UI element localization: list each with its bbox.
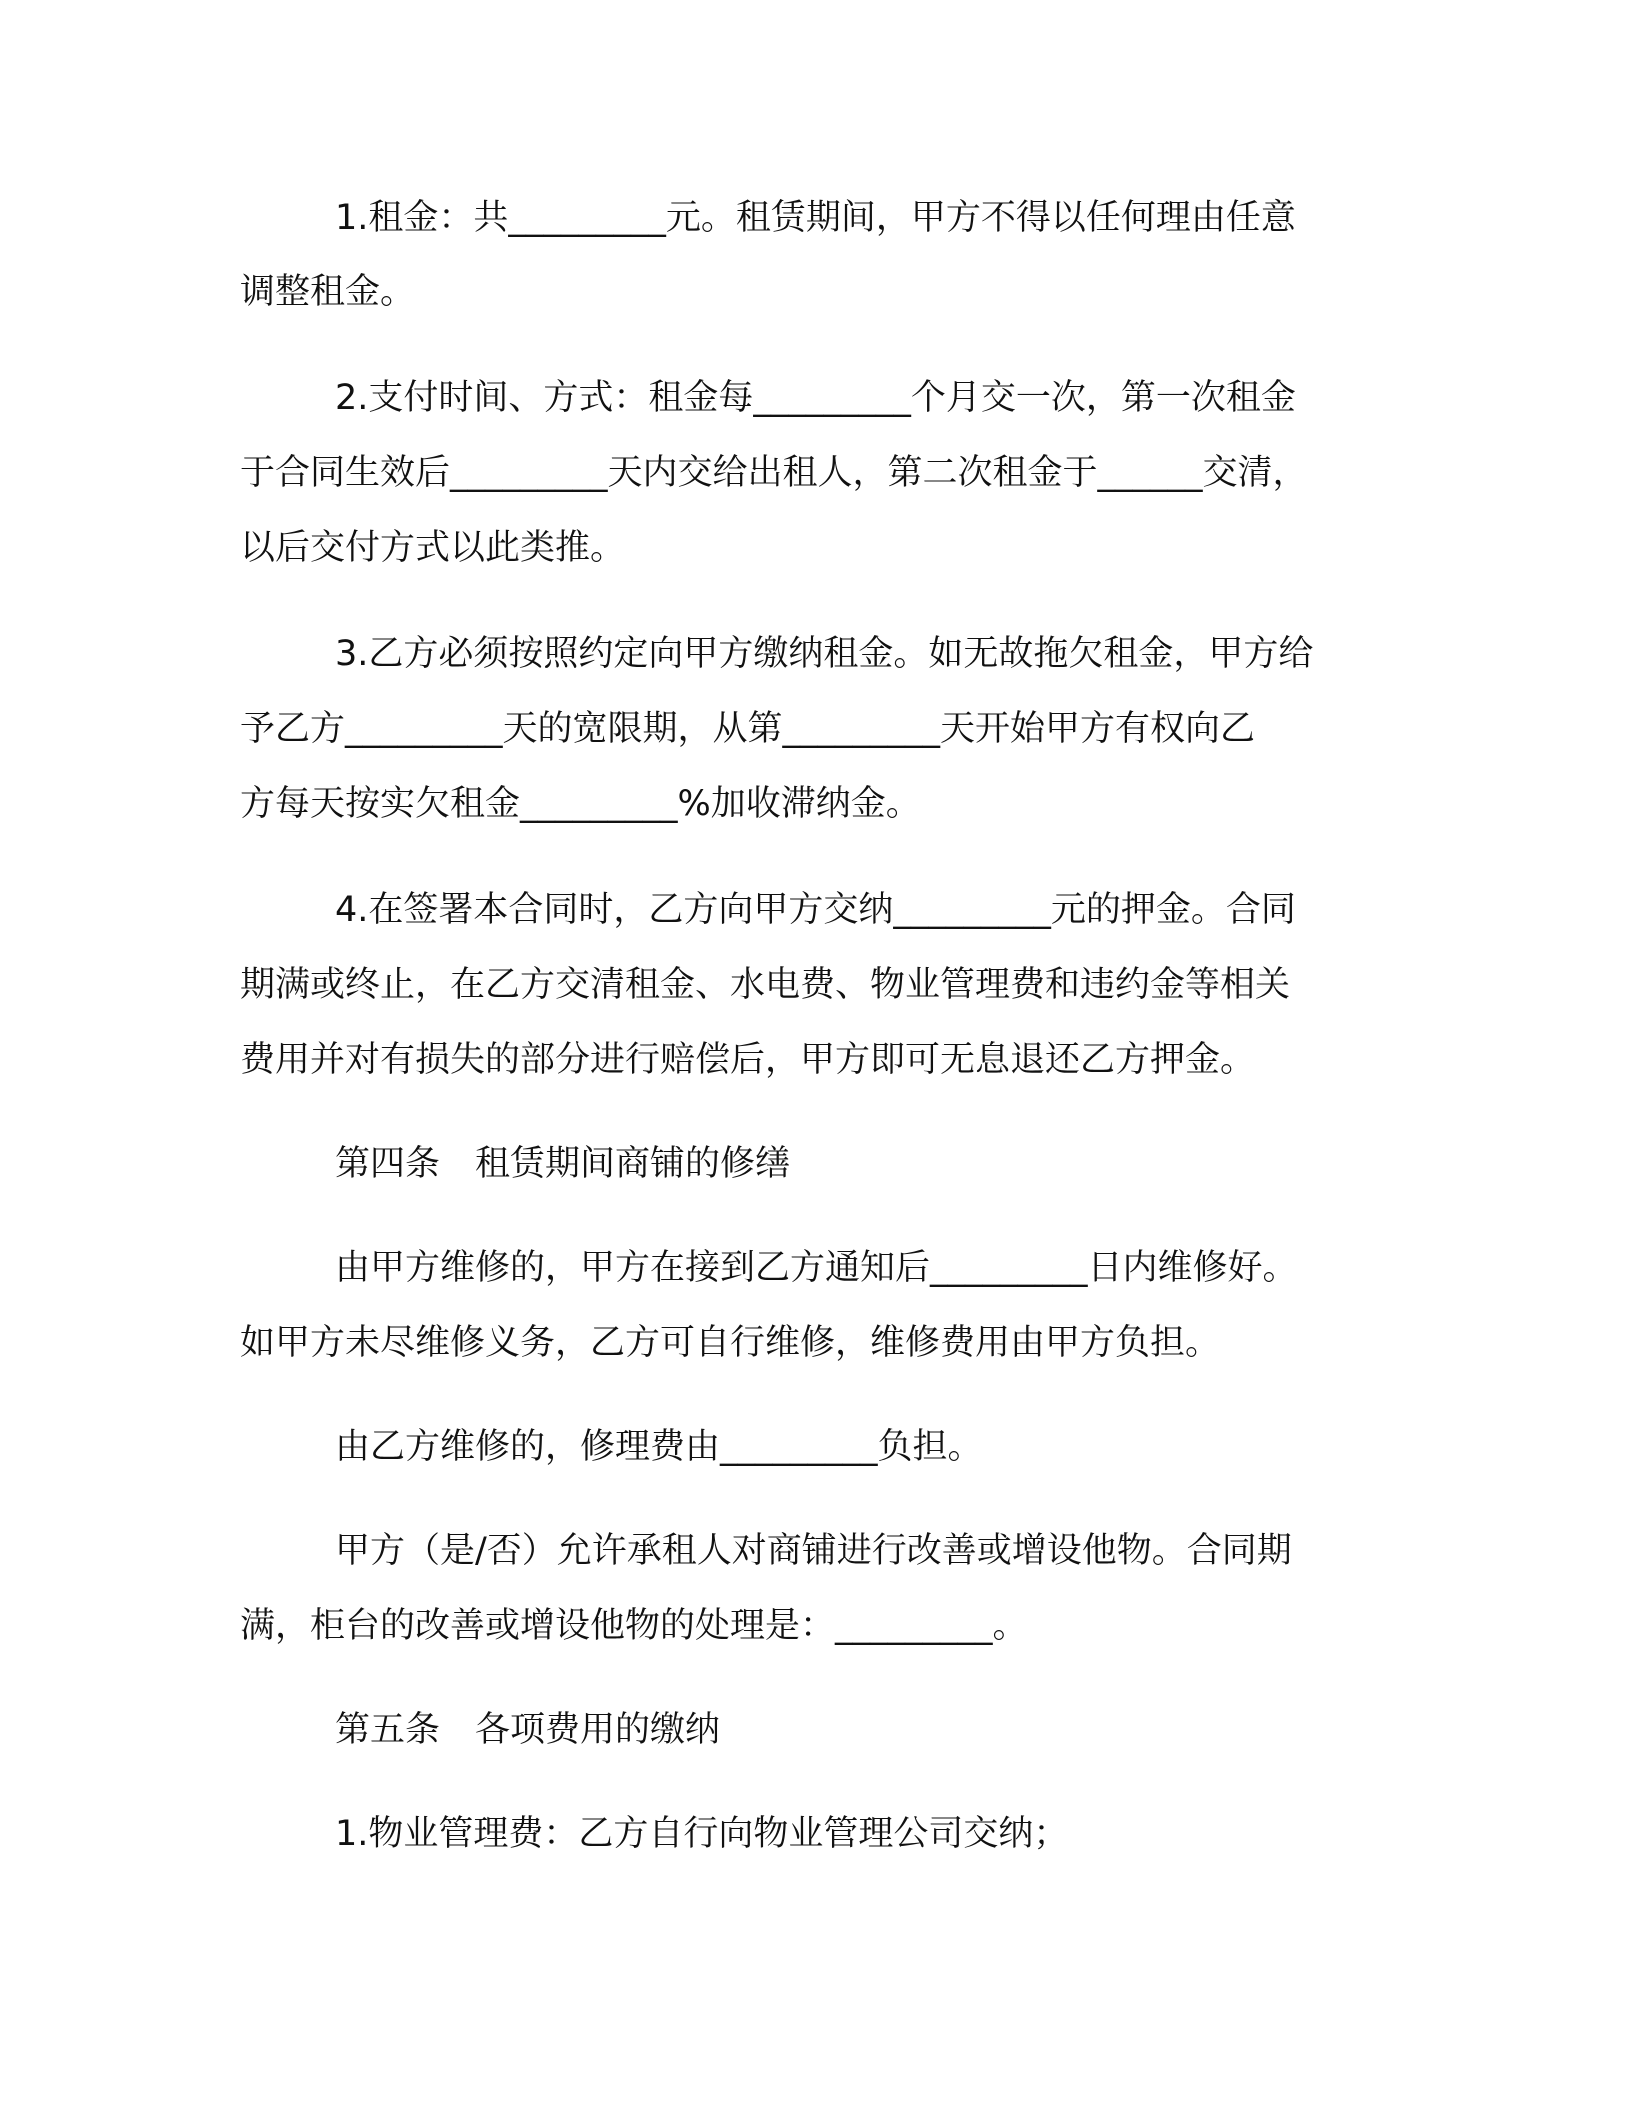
late-fee-clause-line-2: 予乙方_________天的宽限期，从第_________天开始甲方有权向乙 <box>240 709 1256 749</box>
payment-clause-line-3: 以后交付方式以此类推。 <box>240 528 626 568</box>
improvement-clause-line-1: 甲方（是/否）允许承租人对商铺进行改善或增设他物。合同期 <box>335 1531 1292 1571</box>
late-fee-clause-line-3: 方每天按实欠租金_________%加收滞纳金。 <box>240 784 921 824</box>
payment-clause-line-2: 于合同生效后_________天内交给出租人，第二次租金于______交清， <box>240 453 1308 493</box>
tenant-repair-clause: 由乙方维修的，修理费由_________负担。 <box>335 1427 983 1467</box>
repair-clause-line-2: 如甲方未尽维修义务，乙方可自行维修，维修费用由甲方负担。 <box>240 1323 1221 1363</box>
deposit-clause-line-2: 期满或终止，在乙方交清租金、水电费、物业管理费和违约金等相关 <box>240 965 1291 1005</box>
property-fee-clause: 1.物业管理费：乙方自行向物业管理公司交纳； <box>335 1814 1069 1854</box>
article-five-heading: 第五条 各项费用的缴纳 <box>335 1710 721 1750</box>
deposit-clause-line-1: 4.在签署本合同时，乙方向甲方交纳_________元的押金。合同 <box>335 890 1296 930</box>
late-fee-clause-line-1: 3.乙方必须按照约定向甲方缴纳租金。如无故拖欠租金，甲方给 <box>335 634 1314 674</box>
article-four-heading: 第四条 租赁期间商铺的修缮 <box>335 1144 791 1184</box>
deposit-clause-line-3: 费用并对有损失的部分进行赔偿后，甲方即可无息退还乙方押金。 <box>240 1040 1256 1080</box>
rent-clause-line-2: 调整租金。 <box>240 272 416 312</box>
rent-clause-line-1: 1.租金：共_________元。租赁期间，甲方不得以任何理由任意 <box>335 198 1296 238</box>
repair-clause-line-1: 由甲方维修的，甲方在接到乙方通知后_________日内维修好。 <box>335 1248 1298 1288</box>
payment-clause-line-1: 2.支付时间、方式：租金每_________个月交一次，第一次租金 <box>335 378 1296 418</box>
improvement-clause-line-2: 满，柜台的改善或增设他物的处理是：_________。 <box>240 1606 1028 1646</box>
